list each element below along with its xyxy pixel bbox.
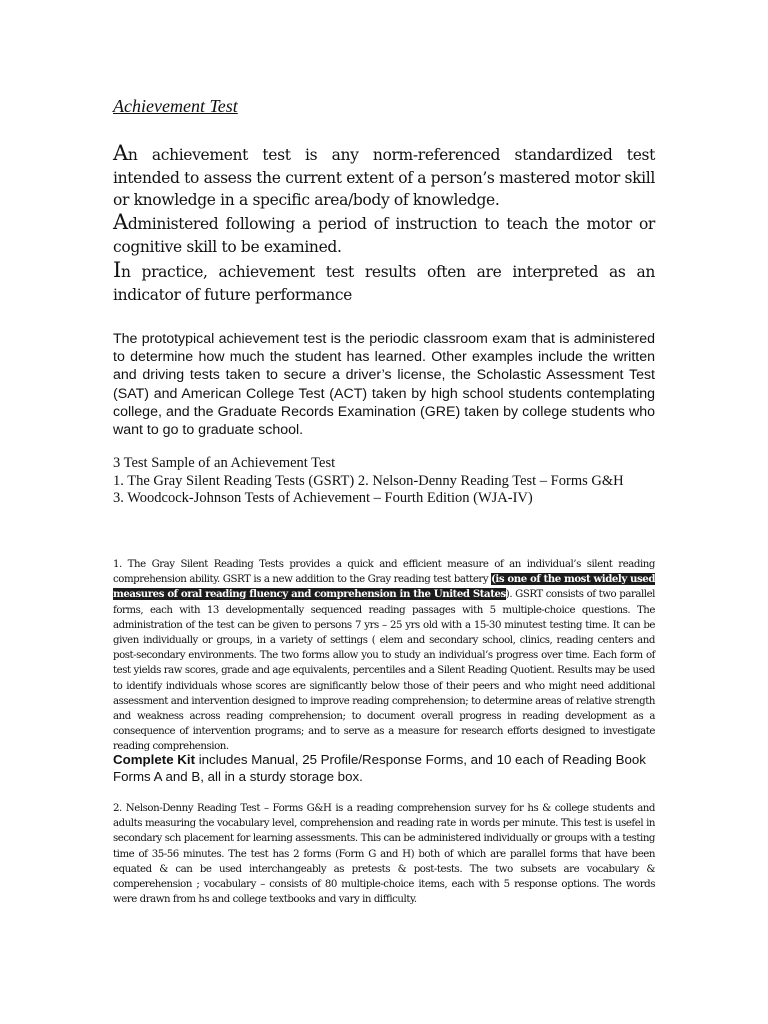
intro-paragraph-2 xyxy=(113,211,655,258)
dropcap: I xyxy=(113,258,121,282)
page-title: Achievement Test xyxy=(113,96,238,116)
complete-kit-text: includes Manual, 25 Profile/Response Forms, and 10 each of Reading Book Forms A and B, all in a sturdy storage box. xyxy=(113,752,646,784)
prototypical-paragraph: The prototypical achievement test is the periodic classroom exam that is administered to determine how much the student has learned. Other examples include the written and driving tests taken to secure a driver’s license, the Scholastic Assessment Test (SAT) and American College Test (ACT) taken by high school students contemplating college, and the Graduate Records Examination (GRE) taken by college students who want to go to graduate school. xyxy=(113,331,655,439)
nelson-denny-paragraph: 2. Nelson-Denny Reading Test – Forms G&H is a reading comprehension survey for hs & college students and adults measuring the vocabulary level, comprehension and reading rate in words per minute. This test is usefel in secondary sch placement for learning assessments. This can be administered individually or groups with a testing time of 35-56 minutes. The test has 2 forms (Form G and H) both of which are parallel forms that have been equated & can be used interchangeably as pretests & post-tests. The two subsets are vocabulary & comperehension ; vocabulary – consists of 80 multiple-choice items, each with 5 response options. The words were drawn from hs and college textbooks and vary in difficulty. xyxy=(113,803,655,906)
samples-heading: 3 Test Sample of an Achievement Test xyxy=(113,455,336,471)
intro-text: dministered following a period of instruction to teach the motor or cognitive skill to be examined. xyxy=(113,215,655,256)
highlighted-text: (is one of the most widely used measures of oral reading fluency and comprehension in the United States xyxy=(113,573,655,601)
dropcap: A xyxy=(113,210,128,234)
gsrt-paragraph xyxy=(113,557,655,755)
gsrt-text-after: ). GSRT consists of two parallel forms, each with 13 developmentally sequenced reading passages with 5 multiple-choice questions. The administration of the test can be given to persons 7 yrs – 25 yrs old with a 15-30 minutest testing time. It can be given individually or groups, in a variety of settings ( elem and secondary school, clinics, reading centers and post-secondary environments. The two forms allow you to study an individual’s progress over time. Each form of test yields raw scores, grade and age equivalents, percentiles and a Silent Reading Quotient. Results may be used to identify individuals whose scores are significantly below those of their peers and who might need additional assessment and intervention designed to improve reading comprehension; to determine areas of relative strength and weakness across reading comprehension; to document overall progress in reading development as a consequence of intervention programs; and to serve as a measure for research efforts designed to investigate reading comprehension. xyxy=(113,589,655,753)
intro-paragraph-1 xyxy=(113,142,655,212)
samples-line-2: 3. Woodcock-Johnson Tests of Achievement – Fourth Edition (WJA-IV) xyxy=(113,490,533,506)
samples-line-1: 1. The Gray Silent Reading Tests (GSRT) 2. Nelson-Denny Reading Test – Forms G&H xyxy=(113,472,624,489)
complete-kit-label: Complete Kit xyxy=(113,752,196,767)
intro-text: n achievement test is any norm-referenced standardized test intended to assess the current extent of a person’s mastered motor skill or knowledge in a specific area/body of knowledge. xyxy=(113,146,655,209)
complete-kit-note xyxy=(113,752,673,785)
gsrt-text-before: 1. The Gray Silent Reading Tests provides a quick and efficient measure of an individual’s silent reading comprehension ability. GSRT is a new addition to the Gray reading test battery xyxy=(113,559,655,586)
test-samples-list xyxy=(113,455,673,508)
dropcap: A xyxy=(113,141,128,165)
intro-text: n practice, achievement test results often are interpreted as an indicator of future performance xyxy=(113,263,655,304)
intro-paragraph-3 xyxy=(113,259,655,306)
